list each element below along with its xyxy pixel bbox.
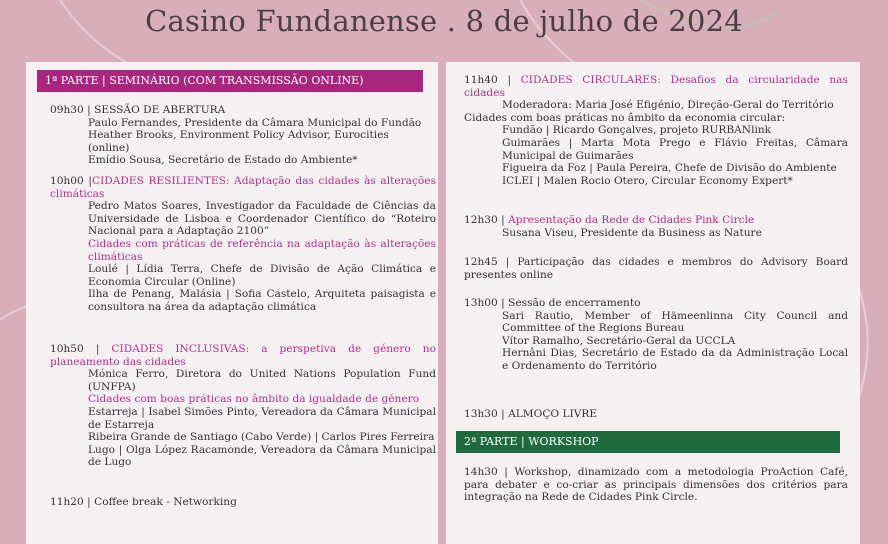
session-resilient-cities: 10h00 |CIDADES RESILIENTES: Adaptação das cidades às alterações climáticas Pedro Matos Soares, Investigador da Faculdade de Ciências da Universidade de Lisboa e Coordenador Científico do “Roteiro Nacional para a Adaptação 2100” Cidades com práticas de referência na adaptação às alterações climáticas Loulé | Lídia Terra, Chefe de Divisão de Ação Climática e Economia Circular (Online) Ilha de Penang, Malásia | Sofia Castelo, Arquiteta paisagista e consultora na área da adaptação climática	[50, 175, 437, 313]
right-program-panel	[446, 62, 860, 544]
session-text: Workshop, dinamizado com a metodologia ProAction Café, para debater e co-criar as principais dimensões dos critérios para integração na Rede de Cidades Pink Circle.	[464, 466, 848, 504]
session-time: 10h50	[50, 343, 84, 355]
practices-title: Cidades com práticas de referência na adaptação às alterações climáticas	[88, 237, 436, 263]
session-inclusive-cities: 10h50 | CIDADES INCLUSIVAS: a perspetiva de género no planeamento das cidades Mónica Ferro, Diretora do United Nations Population Fund (UNFPA) Cidades com boas práticas no âmbito da igualdade de género Estarreja | Isabel Simões Pinto, Vereadora da Câmara Municipal de Estarreja Ribeira Grande de Santiago (Cabo Verde) | Carlos Pires Ferreira Lugo | Olga López Racamonde, Vereadora da Câmara Municipal de Lugo	[50, 343, 436, 469]
practices-title: Cidades com boas práticas no âmbito da economia circular:	[464, 111, 786, 124]
session-time: 13h30	[464, 408, 498, 420]
session-text: Participação das cidades e membros do Advisory Board presentes online	[464, 256, 848, 281]
session-time: 09h30	[50, 104, 84, 116]
speaker-line: Mónica Ferro, Diretora do United Nations Population Fund (UNFPA)	[88, 368, 436, 393]
practice-line: Lugo | Olga López Racamonde, Vereadora da Câmara Municipal de Lugo	[88, 443, 436, 469]
session-title: ALMOÇO LIVRE	[508, 408, 598, 420]
session-title: SESSÃO DE ABERTURA	[94, 104, 226, 116]
session-opening: 09h30 | SESSÃO DE ABERTURA Paulo Fernandes, Presidente da Câmara Municipal do Fundão Heather Brooks, Environment Policy Advisor, Eurocities (online) Emídio Sousa, Secretário de Estado do Ambiente*	[50, 104, 430, 167]
session-subtitle: : a perspetiva de género no planeamento das cidades	[50, 343, 436, 368]
session-highlight: CIDADES INCLUSIVAS	[111, 343, 246, 355]
session-time: 12h30	[464, 214, 498, 226]
speaker-line: Heather Brooks, Environment Policy Advisor, Eurocities (online)	[88, 129, 389, 154]
practices-title: Cidades com boas práticas no âmbito da igualdade de género	[88, 393, 420, 406]
session-pink-circle: 12h30 | Apresentação da Rede de Cidades Pink Circle Susana Viseu, Presidente da Business as Nature	[464, 214, 848, 239]
session-time: 12h45	[464, 256, 498, 268]
session-highlight: CIDADES CIRCULARES	[520, 74, 658, 86]
session-workshop: 14h30 | Workshop, dinamizado com a metodologia ProAction Café, para debater e co-criar as principais dimensões dos critérios para integração na Rede de Cidades Pink Circle.	[464, 466, 848, 504]
practice-line: Ilha de Penang, Malásia | Sofia Castelo, Arquiteta paisagista e consultora na área da adaptação climática	[88, 288, 436, 313]
session-title: Sessão de encerramento	[508, 297, 641, 309]
speaker-line: Hernâni Dias, Secretário de Estado da da Administração Local e Ordenamento do Território	[502, 347, 848, 372]
session-time: 14h30	[464, 466, 498, 478]
session-circular-cities: 11h40 | CIDADES CIRCULARES: Desafios da circularidade nas cidades Moderadora: Maria José Efigénio, Direção-Geral do Território Cidades com boas práticas no âmbito da economia circular: Fundão | Ricardo Gonçalves, projeto RURBANlink Guimarães | Marta Mota Prego e Flávio Freitas, Câmara Municipal de Guimarães Figueira da Foz | Paula Pereira, Chefe de Divisão do Ambiente ICLEI | Malen Rocio Otero, Circular Economy Expert*	[464, 74, 848, 187]
session-time: 11h40	[464, 74, 498, 86]
session-closing: 13h00 | Sessão de encerramento Sari Rautio, Member of Hämeenlinna City Council and Committee of the Regions Bureau Vítor Ramalho, Secretário-Geral da UCCLA Hernâni Dias, Secretário de Estado da da Administração Local e Ordenamento do Território	[464, 297, 848, 372]
session-title: Coffee break - Networking	[94, 496, 237, 508]
session-subtitle: : Desafios da circularidade nas cidades	[464, 74, 848, 99]
left-program-panel	[26, 62, 438, 544]
session-time: 10h00	[50, 175, 84, 187]
session-highlight: CIDADES RESILIENTES	[91, 175, 226, 187]
part2-header: 2ª PARTE | WORKSHOP	[456, 431, 840, 453]
practice-line: Fundão | Ricardo Gonçalves, projeto RURBANlink	[502, 124, 772, 137]
practice-line: Estarreja | Isabel Simões Pinto, Vereadora da Câmara Municipal de Estarreja	[88, 405, 436, 431]
session-time: 13h00	[464, 297, 498, 309]
speaker-line: Pedro Matos Soares, Investigador da Faculdade de Ciências da Universidade de Lisboa e Coordenador Científico do “Roteiro Nacional para a Adaptação 2100”	[88, 200, 436, 238]
practice-line: Guimarães | Marta Mota Prego e Flávio Freitas, Câmara Municipal de Guimarães	[502, 136, 848, 162]
speaker-line: Sari Rautio, Member of Hämeenlinna City Council and Committee of the Regions Bureau	[502, 309, 848, 335]
speaker-line: Susana Viseu, Presidente da Business as Nature	[502, 226, 762, 239]
practice-line: Ribeira Grande de Santiago (Cabo Verde) | Carlos Pires Ferreira	[88, 431, 435, 444]
practice-line: Figueira da Foz | Paula Pereira, Chefe de Divisão do Ambiente	[502, 162, 837, 175]
speaker-line: Emídio Sousa, Secretário de Estado do Ambiente*	[88, 154, 358, 167]
session-subtitle: : Adaptação das cidades às alterações climáticas	[50, 175, 437, 200]
session-time: 11h20	[50, 496, 84, 508]
session-lunch: 13h30 | ALMOÇO LIVRE	[464, 408, 598, 420]
practice-line: Loulé | Lídia Terra, Chefe de Divisão de Ação Climática e Economia Circular (Online)	[88, 263, 436, 288]
moderator-line: Moderadora: Maria José Efigénio, Direção-Geral do Território	[502, 99, 834, 112]
part1-header: 1ª PARTE | SEMINÁRIO (COM TRANSMISSÃO ONLINE)	[37, 70, 423, 92]
page-title: Casino Fundanense . 8 de julho de 2024	[145, 4, 743, 38]
practice-line: ICLEI | Malen Rocio Otero, Circular Economy Expert*	[502, 174, 793, 187]
speaker-line: Vítor Ramalho, Secretário-Geral da UCCLA	[502, 334, 736, 347]
session-coffee-break: 11h20 | Coffee break - Networking	[50, 496, 237, 508]
session-title: Apresentação da Rede de Cidades Pink Circle	[508, 214, 755, 226]
speaker-line: Paulo Fernandes, Presidente da Câmara Municipal do Fundão	[88, 116, 422, 129]
session-participation: 12h45 | Participação das cidades e membros do Advisory Board presentes online	[464, 256, 848, 281]
